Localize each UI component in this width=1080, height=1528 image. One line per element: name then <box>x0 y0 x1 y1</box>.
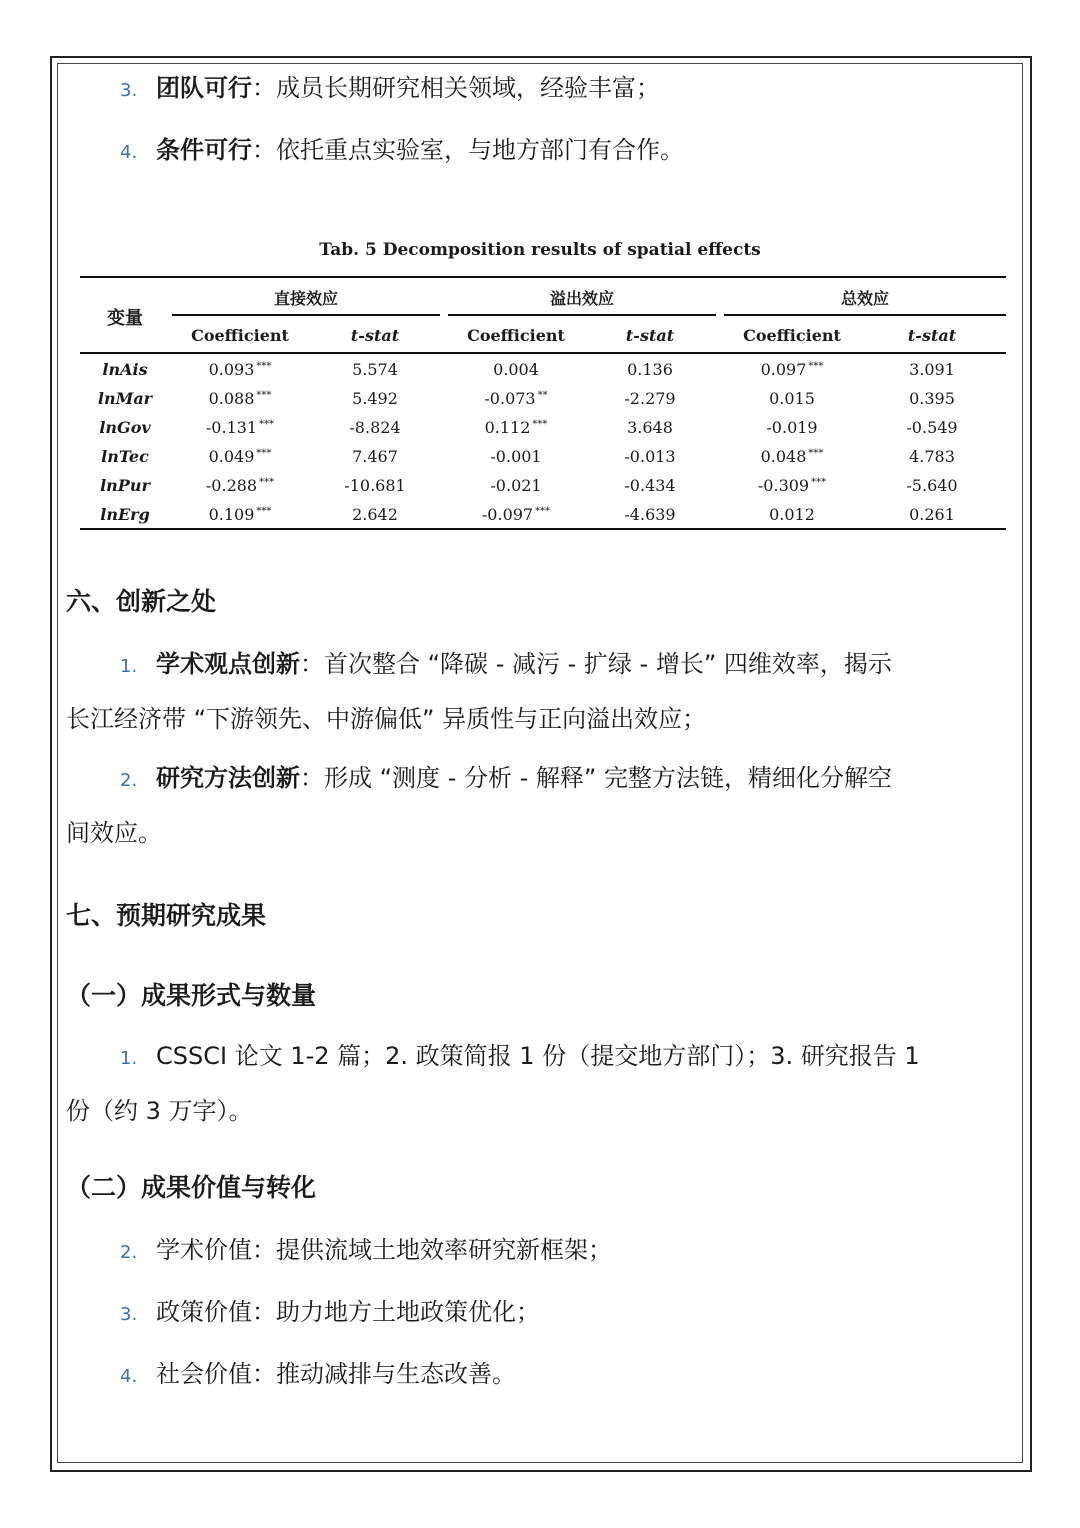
significance-stars: *** <box>256 360 272 372</box>
item-text: ：首次整合 “降碳 - 减污 - 扩绿 - 增长” 四维效率，揭示 <box>300 650 892 678</box>
cell-value: 0.012 <box>769 505 815 524</box>
table-caption: Tab. 5 Decomposition results of spatial effects <box>319 240 761 260</box>
table-cell <box>590 476 710 495</box>
cell-value: 0.112 <box>484 418 531 437</box>
item-text-cont: 间效应。 <box>66 819 162 847</box>
table-cell <box>872 476 992 495</box>
table-cell <box>315 389 435 408</box>
list-item <box>66 1224 1006 1279</box>
table-cell <box>872 389 992 408</box>
table-cell <box>590 418 710 437</box>
column-header: Coefficient <box>743 326 841 345</box>
cell-value: -8.824 <box>349 418 401 437</box>
header-rule <box>80 352 1006 354</box>
cell-value: -0.001 <box>490 447 542 466</box>
cell-value: 0.048 <box>760 447 807 466</box>
significance-stars: *** <box>532 418 548 430</box>
table-cell <box>872 447 992 466</box>
table-cell <box>456 476 576 495</box>
table-cell <box>180 389 300 408</box>
cell-value: -0.021 <box>490 476 542 495</box>
row-variable: lnErg <box>100 505 150 524</box>
list-item <box>66 1286 1006 1341</box>
item-text: CSSCI 论文 1-2 篇；2. 政策简报 1 份（提交地方部门）；3. 研究报告 1 <box>156 1042 920 1070</box>
cell-value: -4.639 <box>624 505 676 524</box>
cell-value: -5.640 <box>906 476 958 495</box>
significance-stars: *** <box>808 360 824 372</box>
table-cell <box>315 360 435 379</box>
cell-value: 0.136 <box>627 360 673 379</box>
row-variable: lnAis <box>102 360 148 379</box>
table-cell <box>315 505 435 524</box>
column-header: t-stat <box>907 326 957 345</box>
table-cell <box>456 447 576 466</box>
list-item <box>66 62 1006 117</box>
table-cell <box>180 505 300 524</box>
table-cell <box>872 418 992 437</box>
table-cell <box>315 447 435 466</box>
item-text: ：形成 “测度 - 分析 - 解释” 完整方法链，精细化分解空 <box>300 764 892 792</box>
list-number: 4. <box>120 142 138 163</box>
group-header-spillover: 溢出效应 <box>549 289 614 308</box>
table-cell <box>872 360 992 379</box>
significance-stars: *** <box>808 447 824 459</box>
list-number: 1. <box>120 1048 138 1069</box>
item-text-cont: 长江经济带 “下游领先、中游偏低” 异质性与正向溢出效应； <box>66 705 707 733</box>
item-text: ：成员长期研究相关领域，经验丰富； <box>252 74 660 102</box>
group-header-total: 总效应 <box>840 289 889 308</box>
table-cell <box>732 505 852 524</box>
table-cell <box>456 389 576 408</box>
item-heading: 条件可行 <box>156 136 252 164</box>
significance-stars: *** <box>811 476 827 488</box>
paragraph <box>66 1030 1006 1137</box>
cell-value: 0.097 <box>760 360 807 379</box>
column-header: t-stat <box>625 326 675 345</box>
cell-value: -0.019 <box>766 418 818 437</box>
cell-value: 3.648 <box>627 418 673 437</box>
list-number: 1. <box>120 656 138 677</box>
column-header: Coefficient <box>191 326 289 345</box>
cell-value: 0.109 <box>208 505 255 524</box>
subsection-title: （一）成果形式与数量 <box>66 981 317 1010</box>
paragraph <box>66 638 1006 745</box>
table-cell <box>180 476 300 495</box>
item-text-cont: 份（约 3 万字）。 <box>66 1097 253 1125</box>
cell-value: -0.309 <box>757 476 810 495</box>
subsection-title: （二）成果价值与转化 <box>66 1173 317 1202</box>
item-text: ：依托重点实验室，与地方部门有合作。 <box>252 136 684 164</box>
section-title: 七、预期研究成果 <box>66 901 267 930</box>
item-heading: 团队可行 <box>156 74 252 102</box>
column-header: Coefficient <box>467 326 565 345</box>
cell-value: -0.549 <box>906 418 958 437</box>
table-cell <box>732 389 852 408</box>
cell-value: 3.091 <box>909 360 955 379</box>
table-cell <box>456 360 576 379</box>
list-number: 4. <box>120 1366 138 1387</box>
table-cell <box>732 360 852 379</box>
table-cell <box>590 447 710 466</box>
section-title: 六、创新之处 <box>66 587 217 616</box>
table-cell <box>315 418 435 437</box>
item-text: 学术价值：提供流域土地效率研究新框架； <box>156 1236 612 1264</box>
var-header: 变量 <box>107 308 143 329</box>
group-rule <box>172 314 440 316</box>
row-variable: lnMar <box>97 389 153 408</box>
table-cell <box>456 505 576 524</box>
group-header-direct: 直接效应 <box>273 289 338 308</box>
top-rule <box>80 276 1006 278</box>
significance-stars: *** <box>535 505 551 517</box>
table-cell <box>732 476 852 495</box>
cell-value: 2.642 <box>352 505 398 524</box>
item-heading: 学术观点创新 <box>156 650 300 678</box>
cell-value: -0.434 <box>624 476 676 495</box>
cell-value: -0.013 <box>624 447 676 466</box>
row-variable: lnGov <box>99 418 151 437</box>
table-cell <box>180 418 300 437</box>
cell-value: -0.097 <box>481 505 534 524</box>
item-text: 政策价值：助力地方土地政策优化； <box>156 1298 540 1326</box>
table-cell <box>456 418 576 437</box>
cell-value: 0.015 <box>769 389 815 408</box>
cell-value: 0.395 <box>909 389 955 408</box>
significance-stars: *** <box>259 418 275 430</box>
significance-stars: *** <box>259 476 275 488</box>
cell-value: -0.288 <box>205 476 258 495</box>
cell-value: 0.049 <box>208 447 255 466</box>
table-cell <box>590 389 710 408</box>
cell-value: 0.093 <box>208 360 255 379</box>
column-header: t-stat <box>350 326 400 345</box>
row-variable: lnPur <box>100 476 150 495</box>
list-number: 3. <box>120 80 138 101</box>
table-cell <box>180 360 300 379</box>
group-rule <box>448 314 716 316</box>
list-number: 3. <box>120 1304 138 1325</box>
list-number: 2. <box>120 1242 138 1263</box>
table-cell <box>180 447 300 466</box>
cell-value: -10.681 <box>344 476 406 495</box>
table-cell <box>590 360 710 379</box>
cell-value: 5.574 <box>352 360 398 379</box>
cell-value: 7.467 <box>352 447 398 466</box>
cell-value: 0.261 <box>909 505 955 524</box>
cell-value: 0.088 <box>208 389 255 408</box>
cell-value: 4.783 <box>909 447 955 466</box>
table-cell <box>732 418 852 437</box>
list-item <box>66 124 1006 179</box>
table-cell <box>872 505 992 524</box>
table-cell <box>590 505 710 524</box>
significance-stars: ** <box>537 389 548 401</box>
table-cell <box>732 447 852 466</box>
cell-value: -2.279 <box>624 389 676 408</box>
cell-value: -0.131 <box>205 418 258 437</box>
cell-value: 5.492 <box>352 389 398 408</box>
list-item <box>66 1348 1006 1403</box>
item-heading: 研究方法创新 <box>156 764 300 792</box>
table-cell <box>315 476 435 495</box>
group-rule <box>724 314 1006 316</box>
list-number: 2. <box>120 770 138 791</box>
significance-stars: *** <box>256 389 272 401</box>
item-text: 社会价值：推动减排与生态改善。 <box>156 1360 516 1388</box>
paragraph <box>66 752 1006 859</box>
significance-stars: *** <box>256 447 272 459</box>
row-variable: lnTec <box>101 447 149 466</box>
significance-stars: *** <box>256 505 272 517</box>
bottom-rule <box>80 528 1006 530</box>
cell-value: -0.073 <box>484 389 536 408</box>
cell-value: 0.004 <box>493 360 539 379</box>
